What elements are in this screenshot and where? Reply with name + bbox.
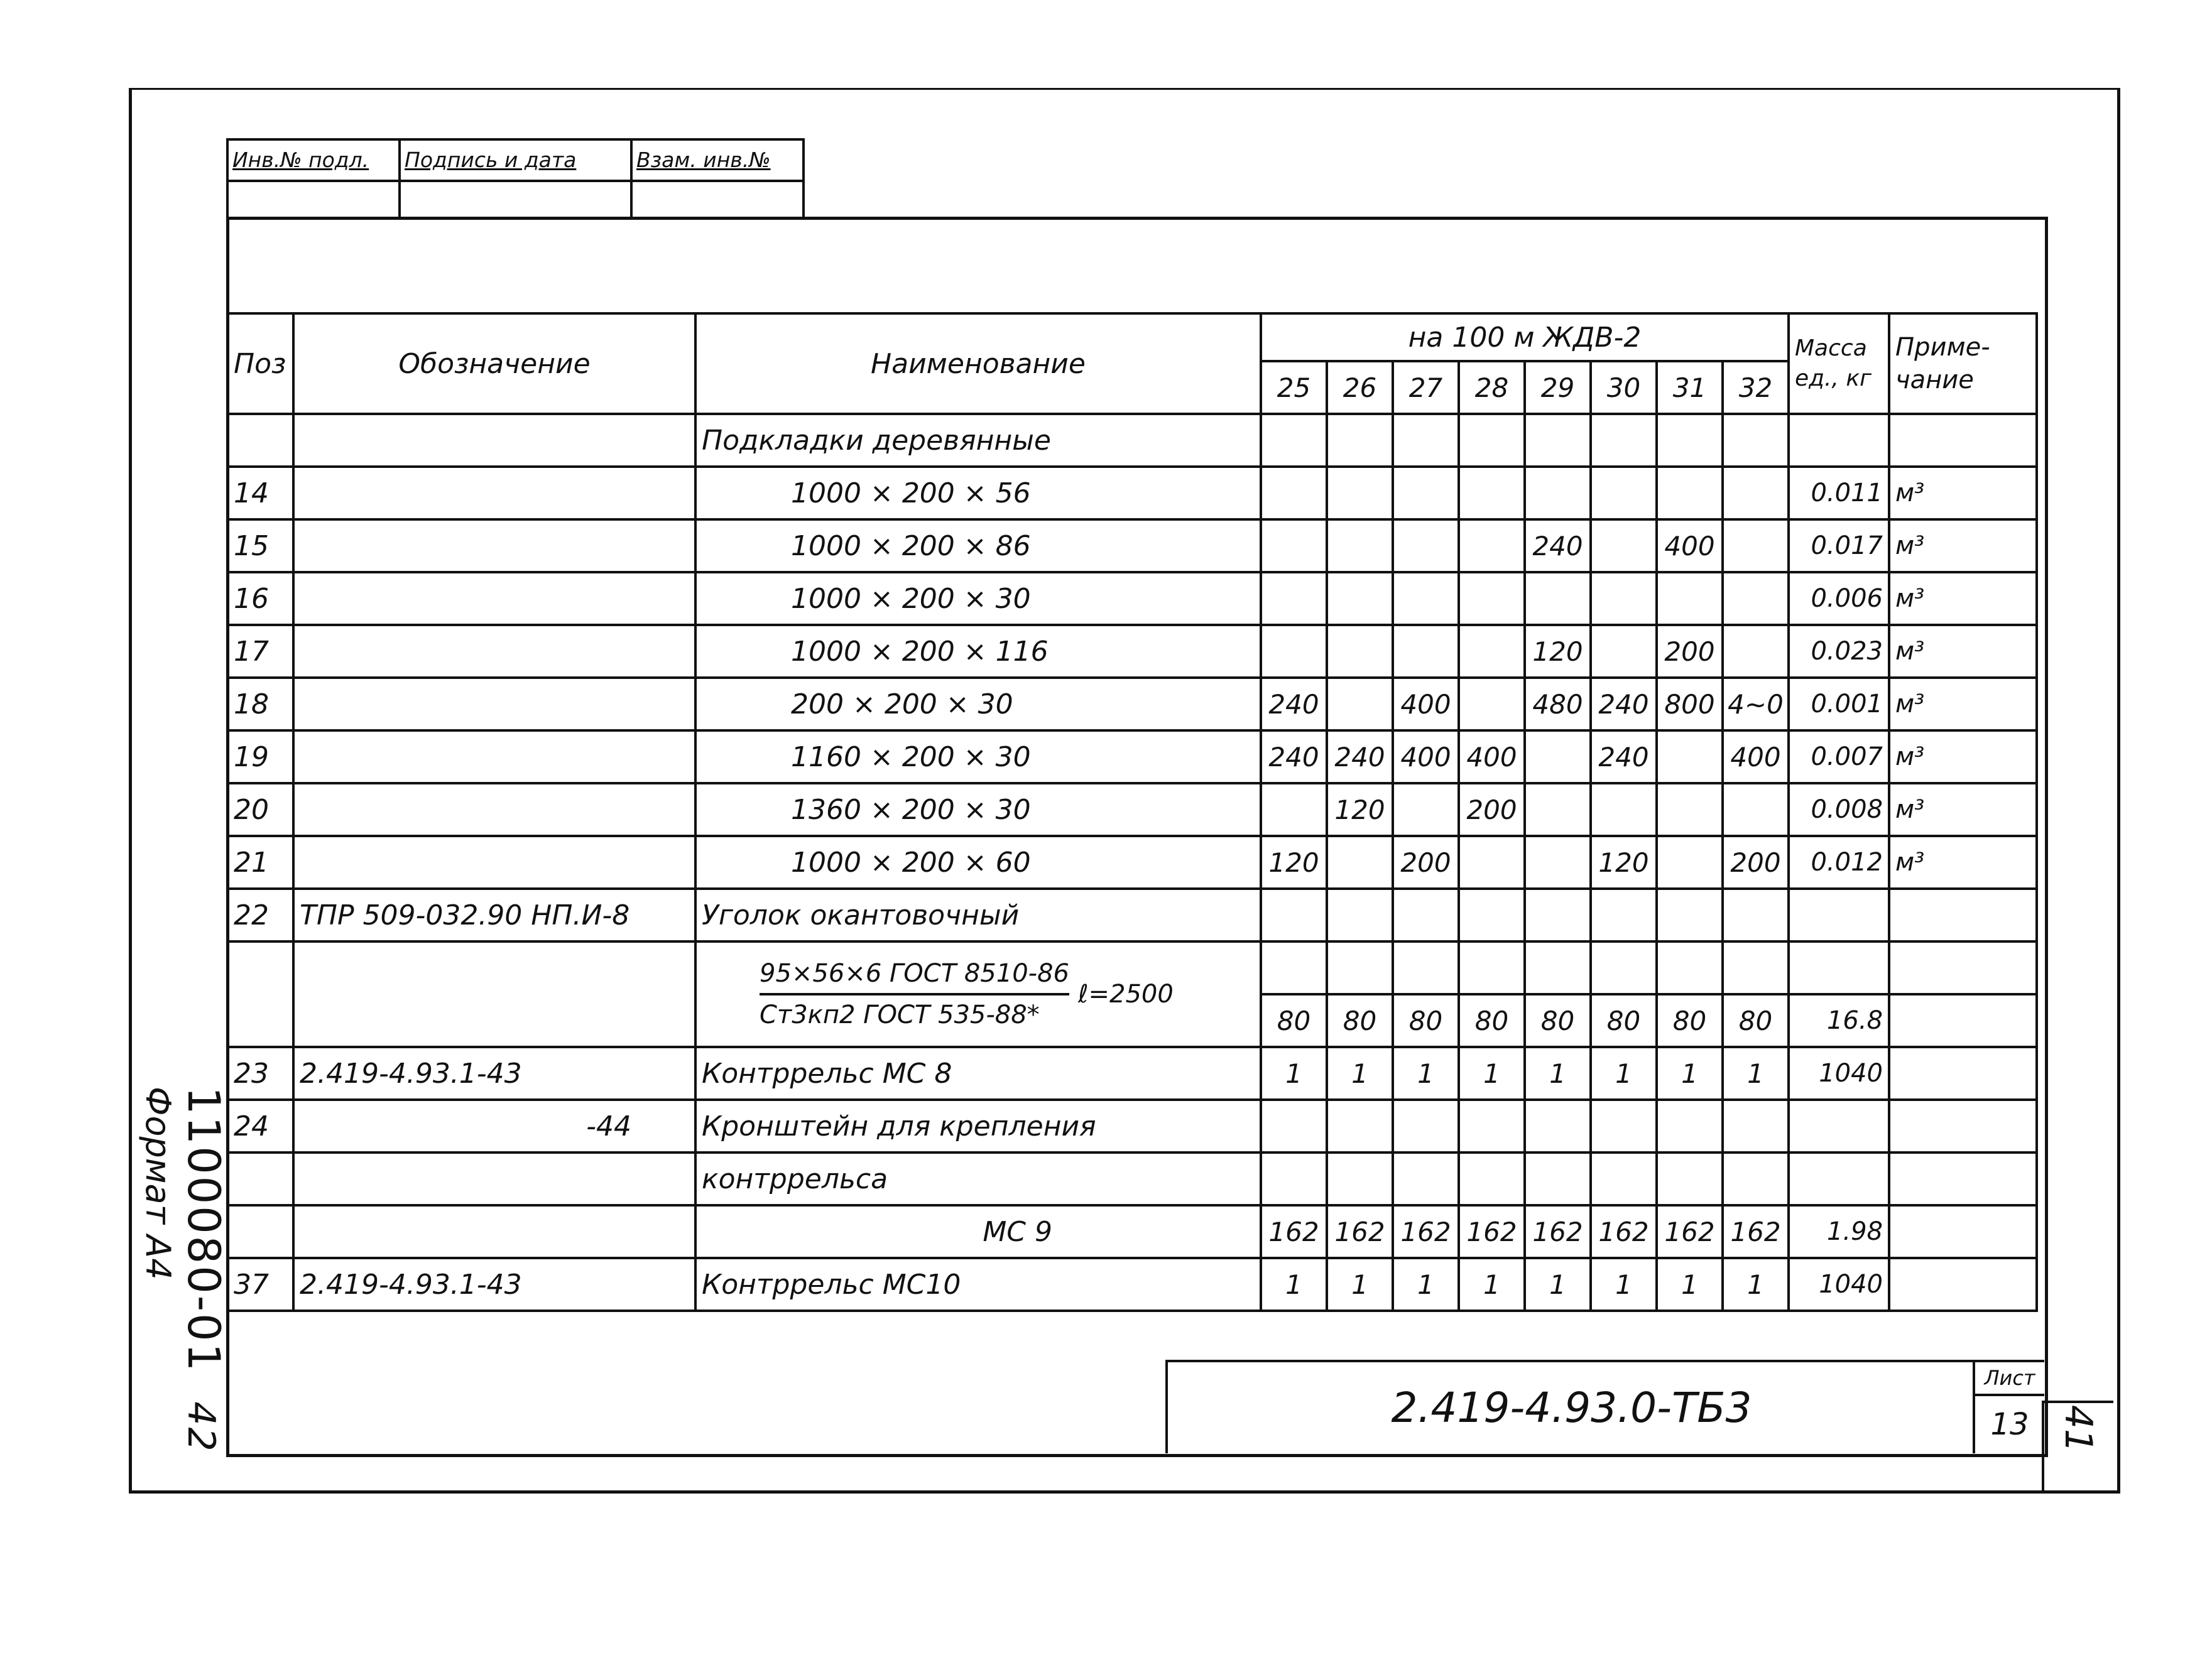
cell-designation	[293, 519, 695, 572]
sheet-number: 13	[1990, 1407, 2029, 1442]
cell-note	[1889, 1047, 2037, 1100]
table-row	[227, 730, 2037, 783]
cell-note: м³	[1889, 678, 2037, 730]
cell-value: 1	[1459, 1258, 1525, 1311]
cell-name: МС 9	[695, 1205, 1261, 1258]
cell-value	[1393, 519, 1459, 572]
stamp-sign-label: Подпись и дата	[401, 141, 630, 182]
cell-value: 80	[1459, 994, 1525, 1047]
cell-value	[1657, 414, 1723, 467]
cell-value: 1	[1327, 1258, 1393, 1311]
cell-value: 80	[1657, 994, 1723, 1047]
cell-value	[1657, 467, 1723, 519]
cell-value	[1459, 678, 1525, 730]
cell-designation	[293, 1205, 695, 1258]
cell-value: 200	[1459, 783, 1525, 836]
cell-note: м³	[1889, 625, 2037, 678]
cell-value	[1393, 572, 1459, 625]
cell-value: 400	[1393, 678, 1459, 730]
cell-designation	[293, 678, 695, 730]
cell-name: Кронштейн для крепления	[695, 1100, 1261, 1152]
cell-value: 120	[1525, 625, 1591, 678]
cell-value	[1459, 467, 1525, 519]
table-row	[227, 572, 2037, 625]
cell-note	[1889, 1258, 2037, 1311]
doc-code: 2.419-4.93.0-ТБ3	[1391, 1384, 1752, 1432]
cell-designation: 2.419-4.93.1-43	[293, 1047, 695, 1100]
cell-value: 4~0	[1723, 678, 1789, 730]
cell-value	[1327, 572, 1393, 625]
cell-value	[1723, 783, 1789, 836]
header-col-25: 25	[1261, 361, 1327, 414]
cell-pos: 23	[227, 1047, 293, 1100]
cell-value: 400	[1393, 730, 1459, 783]
cell-value	[1591, 1100, 1657, 1152]
cell-name: 1000 × 200 × 86	[695, 519, 1261, 572]
cell-note	[1889, 1205, 2037, 1258]
cell-value	[1261, 519, 1327, 572]
side-inscription	[135, 1087, 229, 1453]
cell-value	[1591, 1152, 1657, 1205]
cell-mass: 0.012	[1789, 836, 1889, 889]
cell-mass: 0.007	[1789, 730, 1889, 783]
cell-pos: 37	[227, 1258, 293, 1311]
table-row	[227, 836, 2037, 889]
table-row	[227, 678, 2037, 730]
cell-value	[1327, 889, 1393, 941]
header-col-30: 30	[1591, 361, 1657, 414]
table-row	[227, 414, 2037, 467]
header-pos: Поз	[227, 313, 293, 414]
cell-empty	[1657, 941, 1723, 994]
cell-value: 1	[1393, 1047, 1459, 1100]
table-row	[227, 1205, 2037, 1258]
cell-value: 1	[1525, 1047, 1591, 1100]
cell-value	[1657, 1100, 1723, 1152]
cell-note: м³	[1889, 783, 2037, 836]
cell-value	[1591, 519, 1657, 572]
cell-value: 120	[1261, 836, 1327, 889]
cell-note	[1889, 889, 2037, 941]
cell-empty	[1261, 941, 1327, 994]
header-name: Наименование	[695, 313, 1261, 414]
cell-value	[1591, 889, 1657, 941]
cell-value	[1525, 414, 1591, 467]
header-row-1	[227, 313, 2037, 361]
sheet-number-box	[1973, 1360, 2044, 1453]
cell-value	[1459, 889, 1525, 941]
cell-empty	[1889, 941, 2037, 994]
cell-pos: 14	[227, 467, 293, 519]
cell-value	[1525, 836, 1591, 889]
cell-empty	[1327, 941, 1393, 994]
cell-pos: 17	[227, 625, 293, 678]
cell-value: 162	[1723, 1205, 1789, 1258]
cell-value	[1261, 783, 1327, 836]
cell-name: 1160 × 200 × 30	[695, 730, 1261, 783]
cell-value	[1327, 414, 1393, 467]
header-col-31: 31	[1657, 361, 1723, 414]
cell-value: 80	[1591, 994, 1657, 1047]
cell-value	[1591, 625, 1657, 678]
cell-designation	[293, 572, 695, 625]
cell-value	[1723, 572, 1789, 625]
cell-value	[1393, 625, 1459, 678]
cell-note	[1889, 994, 2037, 1047]
cell-pos	[227, 1152, 293, 1205]
cell-designation	[293, 467, 695, 519]
cell-value	[1657, 572, 1723, 625]
cell-value	[1525, 572, 1591, 625]
cell-value: 1	[1459, 1047, 1525, 1100]
cell-value	[1393, 889, 1459, 941]
cell-empty	[1723, 941, 1789, 994]
header-col-28: 28	[1459, 361, 1525, 414]
cell-value: 240	[1327, 730, 1393, 783]
cell-mass	[1789, 889, 1889, 941]
cell-name: Подкладки деревянные	[695, 414, 1261, 467]
cell-designation	[293, 1152, 695, 1205]
cell-value: 1	[1393, 1258, 1459, 1311]
cell-value: 80	[1327, 994, 1393, 1047]
cell-value	[1393, 1152, 1459, 1205]
cell-value	[1261, 467, 1327, 519]
stamp-replace-label: Взам. инв.№	[633, 141, 802, 182]
cell-designation	[293, 783, 695, 836]
stamp-inv-cell	[229, 141, 401, 219]
cell-value: 1	[1261, 1047, 1327, 1100]
cell-name: Контррельс МС 8	[695, 1047, 1261, 1100]
cell-designation	[293, 941, 695, 1047]
side-number: 42	[179, 1401, 223, 1453]
cell-name: 1360 × 200 × 30	[695, 783, 1261, 836]
header-note: Приме- чание	[1889, 313, 2037, 414]
cell-value	[1327, 678, 1393, 730]
fraction-bottom: Ст3кп2 ГОСТ 535-88*	[760, 1001, 1040, 1029]
stamp-inv-label: Инв.№ подл.	[229, 141, 398, 182]
cell-value	[1723, 414, 1789, 467]
cell-mass: 1040	[1789, 1047, 1889, 1100]
cell-value: 240	[1525, 519, 1591, 572]
cell-designation	[293, 414, 695, 467]
cell-pos: 18	[227, 678, 293, 730]
cell-value	[1261, 1152, 1327, 1205]
cell-pos: 15	[227, 519, 293, 572]
cell-value	[1459, 1152, 1525, 1205]
side-code-value: 1100080-01	[178, 1087, 229, 1374]
cell-value: 200	[1657, 625, 1723, 678]
cell-value: 1	[1723, 1047, 1789, 1100]
cell-value	[1261, 1100, 1327, 1152]
cell-value: 120	[1327, 783, 1393, 836]
fraction-suffix: ℓ=2500	[1077, 980, 1174, 1009]
cell-note: м³	[1889, 467, 2037, 519]
cell-note	[1889, 1152, 2037, 1205]
cell-value	[1525, 889, 1591, 941]
cell-note: м³	[1889, 572, 2037, 625]
specification-table	[226, 312, 2038, 1312]
cell-note	[1889, 414, 2037, 467]
cell-value	[1327, 519, 1393, 572]
cell-designation: ТПР 509-032.90 НП.И-8	[293, 889, 695, 941]
header-col-26: 26	[1327, 361, 1393, 414]
cell-pos	[227, 1205, 293, 1258]
cell-name: контррельса	[695, 1152, 1261, 1205]
cell-value	[1657, 836, 1723, 889]
cell-value: 162	[1261, 1205, 1327, 1258]
cell-value	[1723, 625, 1789, 678]
cell-value	[1327, 1152, 1393, 1205]
cell-mass: 16.8	[1789, 994, 1889, 1047]
cell-value	[1525, 467, 1591, 519]
cell-pos: 20	[227, 783, 293, 836]
side-format: Формат А4	[138, 1087, 178, 1280]
cell-pos	[227, 941, 293, 1047]
cell-value	[1261, 572, 1327, 625]
cell-mass: 0.023	[1789, 625, 1889, 678]
cell-value	[1459, 625, 1525, 678]
cell-value	[1591, 572, 1657, 625]
fraction-group	[227, 941, 2037, 1047]
rows-group-2	[227, 1047, 2037, 1311]
table-row	[227, 519, 2037, 572]
cell-mass	[1789, 1152, 1889, 1205]
cell-empty	[1789, 941, 1889, 994]
cell-value	[1459, 836, 1525, 889]
cell-value	[1393, 467, 1459, 519]
cell-value: 1	[1591, 1258, 1657, 1311]
cell-value	[1261, 625, 1327, 678]
cell-mass: 1040	[1789, 1258, 1889, 1311]
cell-note: м³	[1889, 730, 2037, 783]
cell-value	[1459, 414, 1525, 467]
cell-value	[1393, 414, 1459, 467]
header-mass: Масса ед., кг	[1789, 313, 1889, 414]
cell-value	[1591, 414, 1657, 467]
cell-value: 162	[1327, 1205, 1393, 1258]
cell-value: 400	[1657, 519, 1723, 572]
header-col-32: 32	[1723, 361, 1789, 414]
cell-value	[1723, 519, 1789, 572]
cell-pos: 19	[227, 730, 293, 783]
cell-value	[1723, 1152, 1789, 1205]
cell-mass: 0.011	[1789, 467, 1889, 519]
cell-designation: 2.419-4.93.1-43	[293, 1258, 695, 1311]
cell-value	[1327, 836, 1393, 889]
cell-mass: 0.001	[1789, 678, 1889, 730]
cell-value: 1	[1327, 1047, 1393, 1100]
rows-group-1	[227, 414, 2037, 941]
cell-value	[1459, 572, 1525, 625]
cell-value	[1393, 1100, 1459, 1152]
cell-value: 80	[1723, 994, 1789, 1047]
cell-value: 1	[1525, 1258, 1591, 1311]
cell-value: 240	[1261, 678, 1327, 730]
cell-value: 240	[1261, 730, 1327, 783]
fraction-top: 95×56×6 ГОСТ 8510-86	[760, 954, 1069, 995]
cell-value	[1657, 1152, 1723, 1205]
cell-value: 162	[1657, 1205, 1723, 1258]
cell-value	[1525, 783, 1591, 836]
cell-value: 80	[1261, 994, 1327, 1047]
cell-pos: 22	[227, 889, 293, 941]
cell-value	[1459, 519, 1525, 572]
cell-value	[1261, 889, 1327, 941]
cell-value	[1723, 1100, 1789, 1152]
cell-value	[1525, 1100, 1591, 1152]
cell-value: 240	[1591, 678, 1657, 730]
cell-pos: 24	[227, 1100, 293, 1152]
cell-value	[1723, 889, 1789, 941]
cell-name: 1000 × 200 × 116	[695, 625, 1261, 678]
cell-value	[1657, 783, 1723, 836]
cell-value	[1327, 1100, 1393, 1152]
cell-mass	[1789, 414, 1889, 467]
cell-designation	[293, 836, 695, 889]
cell-value	[1657, 889, 1723, 941]
title-block	[1165, 1360, 1975, 1453]
cell-value	[1327, 467, 1393, 519]
cell-value: 480	[1525, 678, 1591, 730]
cell-value: 240	[1591, 730, 1657, 783]
cell-value: 80	[1525, 994, 1591, 1047]
cell-mass: 0.017	[1789, 519, 1889, 572]
cell-name: 1000 × 200 × 60	[695, 836, 1261, 889]
cell-value: 1	[1591, 1047, 1657, 1100]
cell-value	[1393, 783, 1459, 836]
table-row	[227, 467, 2037, 519]
cell-designation	[293, 625, 695, 678]
cell-value	[1591, 467, 1657, 519]
cell-value: 162	[1591, 1205, 1657, 1258]
cell-value: 80	[1393, 994, 1459, 1047]
table-row	[227, 889, 2037, 941]
cell-value	[1723, 467, 1789, 519]
cell-name: 1000 × 200 × 56	[695, 467, 1261, 519]
page-number: 41	[2056, 1404, 2101, 1453]
cell-name: 1000 × 200 × 30	[695, 572, 1261, 625]
table-row	[227, 1100, 2037, 1152]
cell-pos: 21	[227, 836, 293, 889]
cell-value	[1591, 783, 1657, 836]
sheet-label: Лист	[1975, 1362, 2044, 1396]
cell-empty	[1393, 941, 1459, 994]
cell-designation: -44	[293, 1100, 695, 1152]
cell-value: 162	[1525, 1205, 1591, 1258]
stamp-sign-cell	[401, 141, 633, 219]
cell-value: 800	[1657, 678, 1723, 730]
cell-value: 200	[1393, 836, 1459, 889]
cell-name: Уголок окантовочный	[695, 889, 1261, 941]
cell-value: 1	[1657, 1047, 1723, 1100]
cell-value: 400	[1723, 730, 1789, 783]
cell-value: 1	[1723, 1258, 1789, 1311]
table-row	[227, 625, 2037, 678]
cell-designation	[293, 730, 695, 783]
cell-empty	[1525, 941, 1591, 994]
cell-pos	[227, 414, 293, 467]
cell-value	[1525, 730, 1591, 783]
table-row	[227, 783, 2037, 836]
cell-note	[1889, 1100, 2037, 1152]
cell-value: 1	[1261, 1258, 1327, 1311]
cell-value: 120	[1591, 836, 1657, 889]
cell-mass: 0.006	[1789, 572, 1889, 625]
cell-value: 162	[1393, 1205, 1459, 1258]
cell-empty	[1459, 941, 1525, 994]
header-designation: Обозначение	[293, 313, 695, 414]
cell-pos: 16	[227, 572, 293, 625]
cell-value: 1	[1657, 1258, 1723, 1311]
cell-value: 400	[1459, 730, 1525, 783]
table-row	[227, 1152, 2037, 1205]
material-fraction	[760, 954, 1069, 1034]
cell-value	[1327, 625, 1393, 678]
table-row	[227, 1047, 2037, 1100]
approval-stamp	[226, 138, 805, 219]
cell-mass	[1789, 1100, 1889, 1152]
cell-name: Контррельс МС10	[695, 1258, 1261, 1311]
cell-name: 200 × 200 × 30	[695, 678, 1261, 730]
side-code	[178, 1087, 229, 1453]
cell-name-fraction	[695, 941, 1261, 1047]
cell-value: 162	[1459, 1205, 1525, 1258]
cell-value	[1525, 1152, 1591, 1205]
cell-value	[1261, 414, 1327, 467]
table-row	[227, 1258, 2037, 1311]
cell-mass: 0.008	[1789, 783, 1889, 836]
cell-value: 200	[1723, 836, 1789, 889]
cell-empty	[1591, 941, 1657, 994]
cell-value	[1459, 1100, 1525, 1152]
cell-value	[1657, 730, 1723, 783]
cell-note: м³	[1889, 836, 2037, 889]
stamp-replace-cell	[633, 141, 802, 219]
header-col-29: 29	[1525, 361, 1591, 414]
header-col-27: 27	[1393, 361, 1459, 414]
header-group: на 100 м ЖДВ-2	[1261, 313, 1789, 361]
table-row	[227, 941, 2037, 994]
cell-note: м³	[1889, 519, 2037, 572]
cell-mass: 1.98	[1789, 1205, 1889, 1258]
